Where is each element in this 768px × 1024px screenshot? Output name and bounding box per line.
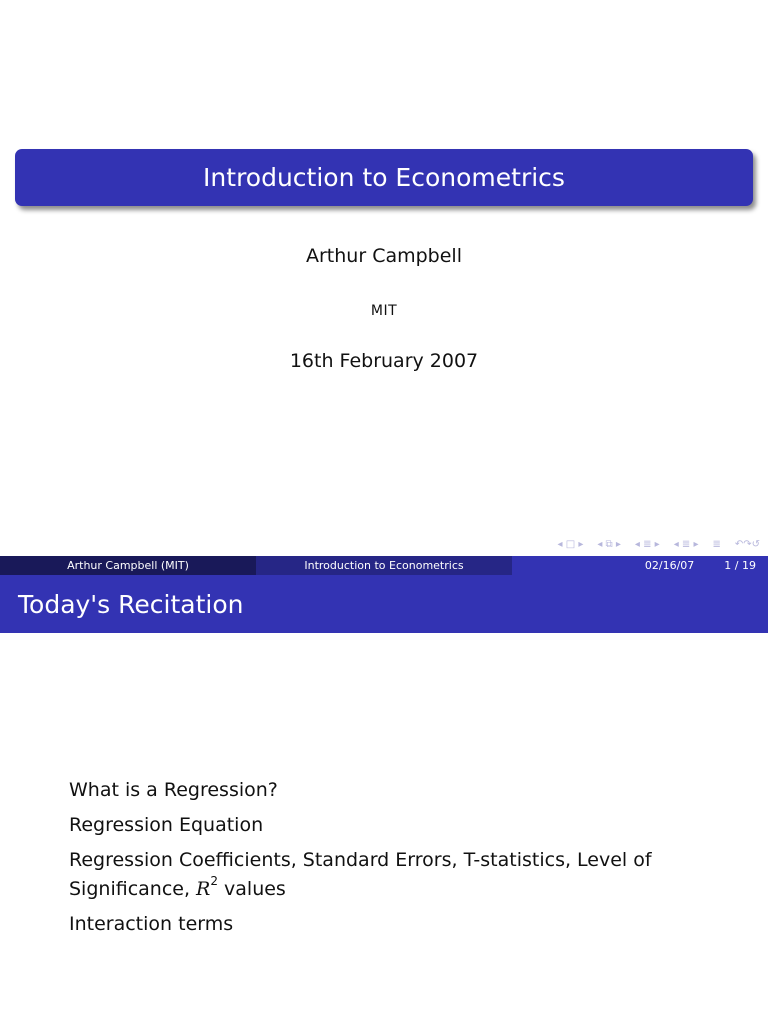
presentation-date: 16th February 2007 <box>289 350 479 372</box>
footline-right <box>512 556 768 575</box>
institute: MIT <box>370 303 398 319</box>
author-name: Arthur Campbell <box>306 245 462 267</box>
list-item <box>69 846 709 904</box>
nav-section-icon[interactable]: ◂ ≣ ▸ <box>673 538 699 550</box>
frame-title: Today's Recitation <box>18 589 244 619</box>
list-item-text: Regression Coefficients, Standard Errors, T-statistics, Level of Significance, <box>69 849 652 900</box>
list-item-text: values <box>218 878 286 900</box>
page-number: 1 / 19 <box>724 559 756 572</box>
presentation-title: Introduction to Econometrics <box>203 163 565 192</box>
list-item: What is a Regression? <box>69 779 278 801</box>
list-item: Regression Equation <box>69 814 264 836</box>
list-item: Interaction terms <box>69 913 234 935</box>
footline-date: 02/16/07 <box>644 559 695 572</box>
nav-search-back-icon[interactable]: ↶↷↺ <box>734 538 760 550</box>
nav-subsection-icon[interactable]: ◂ ≣ ▸ <box>634 538 660 550</box>
nav-frame-icon[interactable]: ◂ ⧉ ▸ <box>597 538 621 550</box>
nav-slide-icon[interactable]: ◂ □ ▸ <box>557 538 584 550</box>
footline <box>0 556 768 575</box>
title-box <box>15 149 753 206</box>
beamer-navigation <box>558 537 761 551</box>
r-variable: R <box>196 878 211 900</box>
recitation-list <box>69 776 709 945</box>
footline-title: Introduction to Econometrics <box>256 556 512 575</box>
r-exponent: 2 <box>210 873 218 888</box>
nav-document-icon[interactable]: ≣ <box>712 538 721 550</box>
footline-author: Arthur Campbell (MIT) <box>0 556 256 575</box>
frame-title-bar <box>0 575 768 633</box>
